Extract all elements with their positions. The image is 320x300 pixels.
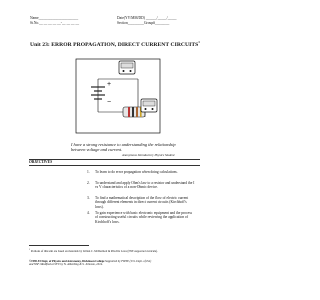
copyright-line-1: ©1990-93 Dept. of Physics and Astronomy, Dickinson College bbox=[29, 259, 105, 263]
epigraph-source: Anonymous Introductory Physics Student bbox=[122, 153, 175, 157]
objective-item-3 bbox=[87, 196, 195, 209]
objective-text: To find a mathematical description of the flow of electric current through different elements in direct current circuits (Kirchhoff's laws). bbox=[95, 196, 189, 209]
ammeter-icon bbox=[119, 61, 135, 74]
footnote bbox=[29, 248, 204, 253]
title-footnote-mark: 1 bbox=[198, 40, 200, 44]
name-field-line: Name______________________ bbox=[30, 16, 79, 20]
epigraph-quote: I have a strong resistance to understanding the relationship between voltage and current. bbox=[71, 142, 176, 153]
objective-item-4 bbox=[87, 211, 195, 224]
circuit-frame bbox=[76, 59, 160, 133]
battery-plus-label: + bbox=[107, 81, 112, 88]
copyright-notice bbox=[29, 260, 204, 267]
objective-text: To understand and apply Ohm's law to a resistor and understand the I vs V characteristics of a non-Ohmic device. bbox=[95, 181, 195, 190]
footnote-rule bbox=[29, 245, 89, 246]
objective-text: To learn to do error propagation when doing calculations. bbox=[95, 170, 178, 174]
objective-number: 2. bbox=[87, 181, 90, 185]
section-group-line: Section_________Group#________ bbox=[117, 21, 170, 25]
footnote-text: Portions of this unit are based on materials by Lillian C. McDermott & Priscilla Laws (NSF-supported curricula). bbox=[30, 249, 158, 253]
objectives-bottom-rule bbox=[29, 165, 200, 166]
footnote-mark: 1 bbox=[29, 248, 31, 251]
objective-number: 1. bbox=[87, 170, 90, 174]
unit-title-text: Unit 23: ERROR PROPAGATION, DIRECT CURRENT CIRCUITS bbox=[30, 41, 199, 48]
objective-number: 3. bbox=[87, 196, 90, 200]
copyright-support: Supported by FIPSE (U.S. Dept. of Ed.) bbox=[105, 259, 152, 263]
battery-minus-label: − bbox=[107, 99, 112, 106]
student-number-line: St.No.__ __ __ __ __-__ __ __ __ bbox=[30, 21, 80, 25]
objective-item-2 bbox=[87, 181, 195, 190]
objectives-top-rule bbox=[29, 159, 200, 160]
objective-text: To gain experience with basic electronic equipment and the process of constructing useful circuits while reviewing the application of Kirchhoff's laws. bbox=[95, 211, 193, 224]
circuit-diagram bbox=[68, 57, 168, 135]
voltmeter-icon bbox=[141, 99, 157, 112]
date-field-line: Date(YY/MM/DD) ______/_____/_____ bbox=[117, 16, 177, 20]
unit-title bbox=[30, 40, 200, 48]
objective-number: 4. bbox=[87, 211, 90, 215]
copyright-line-2: and NSF. Modified at SFU by N. Alberding & S. Johnson, 2014. bbox=[29, 262, 103, 267]
objectives-heading: OBJECTIVES bbox=[29, 160, 53, 164]
objective-item-1 bbox=[87, 170, 195, 174]
